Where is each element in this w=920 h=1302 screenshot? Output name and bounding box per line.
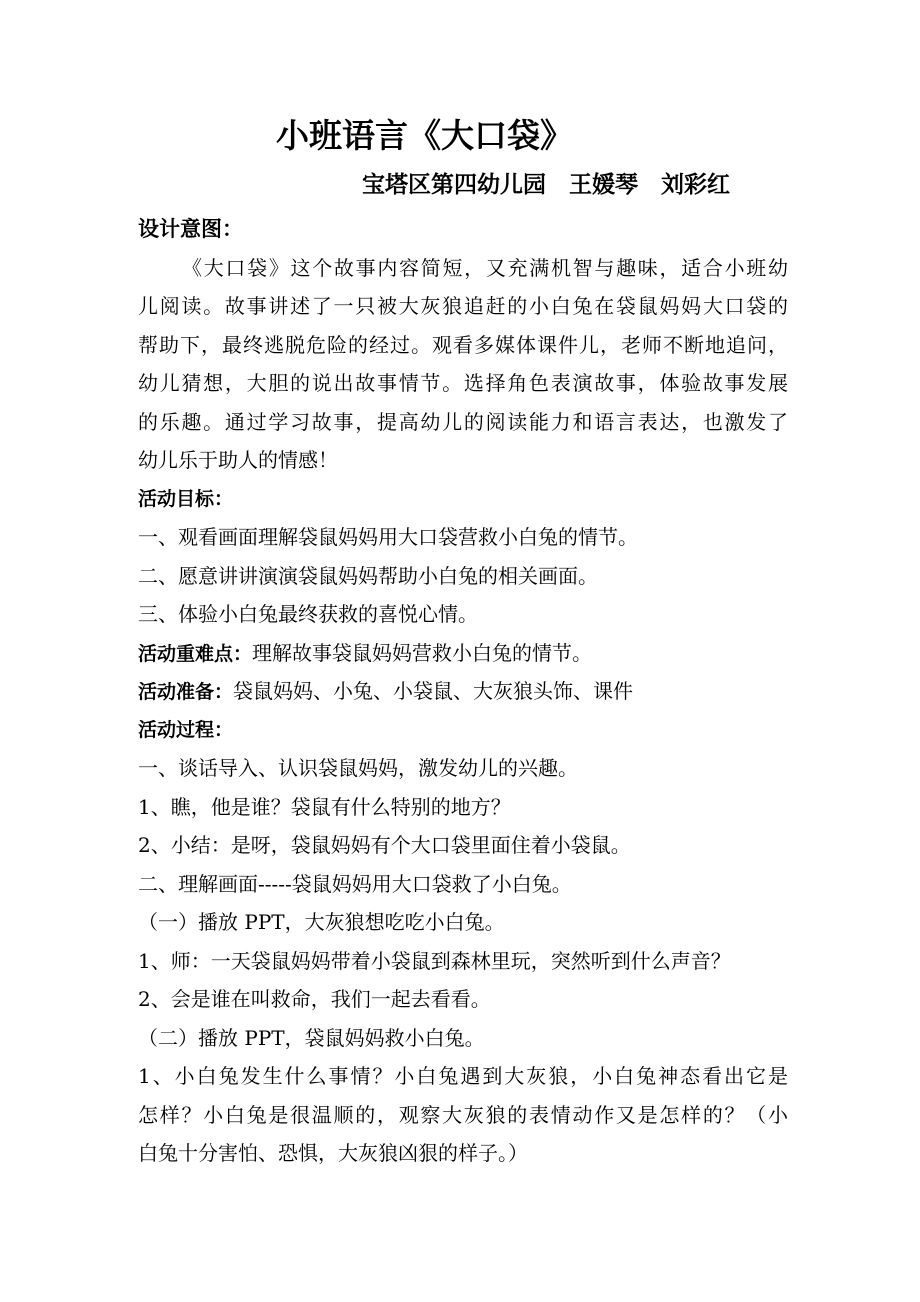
preparation-row bbox=[138, 672, 788, 711]
process-line: 2、会是谁在叫救命，我们一起去看看。 bbox=[138, 987, 491, 1011]
goal-item: 二、愿意讲讲演演袋鼠妈妈帮助小白兔的相关画面。 bbox=[138, 563, 598, 588]
document-body bbox=[138, 210, 788, 1173]
goal-item: 三、体验小白兔最终获救的喜悦心情。 bbox=[138, 602, 478, 626]
process-line: （一）播放 PPT，大灰狼想吃吃小白兔。 bbox=[138, 910, 505, 934]
process-line: 白兔十分害怕、恐惧，大灰狼凶狠的样子。） bbox=[138, 1141, 528, 1165]
paragraph-line: 幼儿猜想，大胆的说出故事情节。选择角色表演故事，体验故事发展 bbox=[138, 371, 788, 395]
design-intent-heading: 设计意图： bbox=[138, 217, 243, 241]
process-line: 二、理解画面-----袋鼠妈妈用大口袋救了小白兔。 bbox=[138, 871, 572, 896]
key-points-text: 理解故事袋鼠妈妈营救小白兔的情节。 bbox=[252, 640, 593, 665]
paragraph-line: 儿阅读。故事讲述了一只被大灰狼追赶的小白兔在袋鼠妈妈大口袋的 bbox=[138, 294, 788, 318]
paragraph-line: 帮助下，最终逃脱危险的经过。观看多媒体课件儿，老师不断地追问， bbox=[138, 332, 788, 357]
author-line: 宝塔区第四幼儿园 王媛琴 刘彩红 bbox=[362, 172, 730, 198]
process-line: 一、谈话导入、认识袋鼠妈妈，激发幼儿的兴趣。 bbox=[138, 756, 578, 780]
process-line: （二）播放 PPT，袋鼠妈妈救小白兔。 bbox=[138, 1025, 485, 1050]
process-line: 1、瞧，他是谁？袋鼠有什么特别的地方？ bbox=[138, 794, 511, 819]
process-line: 1、师：一天袋鼠妈妈带着小袋鼠到森林里玩，突然听到什么声音？ bbox=[138, 948, 731, 973]
goal-item: 一、观看画面理解袋鼠妈妈用大口袋营救小白兔的情节。 bbox=[138, 525, 638, 549]
paragraph-line: 的乐趣。通过学习故事，提高幼儿的阅读能力和语言表达，也激发了 bbox=[138, 409, 788, 434]
process-line: 2、小结：是呀，袋鼠妈妈有个大口袋里面住着小袋鼠。 bbox=[138, 833, 631, 857]
process-heading: 活动过程： bbox=[138, 718, 234, 741]
process-line: 怎样？小白兔是很温顺的，观察大灰狼的表情动作又是怎样的？（小 bbox=[138, 1102, 788, 1127]
goals-heading: 活动目标： bbox=[138, 487, 234, 510]
key-points-row bbox=[138, 634, 788, 673]
document-title: 小班语言《大口袋》 bbox=[276, 116, 573, 155]
paragraph-line: 《大口袋》这个故事内容简短，又充满机智与趣味，适合小班幼 bbox=[182, 255, 788, 280]
preparation-text: 袋鼠妈妈、小兔、小袋鼠、大灰狼头饰、课件 bbox=[233, 679, 634, 703]
key-points-label: 活动重难点： bbox=[138, 642, 253, 665]
paragraph-line: 幼儿乐于助人的情感！ bbox=[138, 448, 338, 472]
preparation-label: 活动准备： bbox=[138, 681, 234, 703]
process-line: 1、小白兔发生什么事情？小白兔遇到大灰狼，小白兔神态看出它是 bbox=[138, 1064, 788, 1088]
